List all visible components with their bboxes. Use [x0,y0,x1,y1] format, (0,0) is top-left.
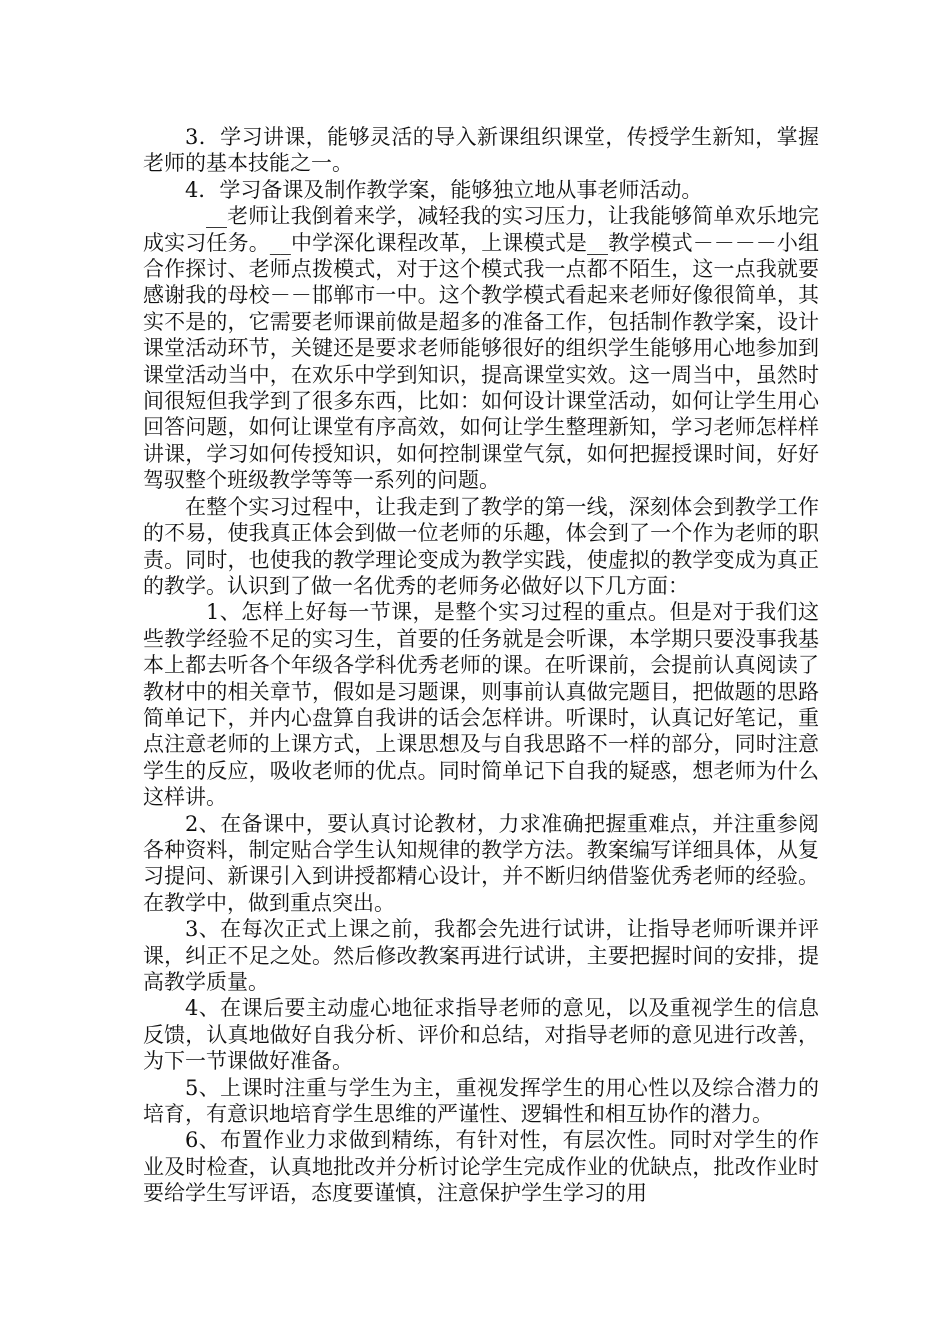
paragraph-internship-reflection: 在整个实习过程中，让我走到了教学的第一线，深刻体会到教学工作的不易，使我真正体会到做一位老师的乐趣，体会到了一个作为老师的职责。同时，也使我的教学理论变成为教学实践，使虚拟的教学变成为真正的教学。认识到了做一名优秀的老师务必做好以下几方面： [143,494,819,598]
paragraph-item-4: 4．学习备课及制作教学案，能够独立地从事老师活动。 [185,177,703,202]
paragraph-point-2: 2、在备课中，要认真讨论教材，力求准确把握重难点，并注重参阅各种资料，制定贴合学生认知规律的教学方法。教案编写详细具体，从复习提问、新课引入到讲授都精心设计，并不断归纳借鉴优秀老师的经验。在教学中，做到重点突出。 [143,811,819,915]
document-body [143,124,819,1207]
paragraph-point-4: 4、在课后要主动虚心地征求指导老师的意见，以及重视学生的信息反馈，认真地做好自我分析、评价和总结，对指导老师的意见进行改善，为下一节课做好准备。 [143,996,819,1074]
paragraph-point-1: 1、怎样上好每一节课，是整个实习过程的重点。但是对于我们这些教学经验不足的实习生，首要的任务就是会听课，本学期只要没事我基本上都去听各个年级各学科优秀老师的课。在听课前，会提前认真阅读了教材中的相关章节，假如是习题课，则事前认真做完题目，把做题的思路简单记下，并内心盘算自我讲的话会怎样讲。听课时，认真记好笔记，重点注意老师的上课方式，上课思想及与自我思路不一样的部分，同时注意学生的反应，吸收老师的优点。同时简单记下自我的疑惑，想老师为什么这样讲。 [143,600,819,810]
paragraph-teacher-guidance: __老师让我倒着来学，减轻我的实习压力，让我能够简单欢乐地完成实习任务。__中学深化课程改革，上课模式是__教学模式－－－－小组合作探讨、老师点拨模式，对于这个模式我一点都不陌生，这一点我就要感谢我的母校－－邯郸市一中。这个教学模式看起来老师好像很简单，其实不是的，它需要老师课前做是超多的准备工作，包括制作教学案，设计课堂活动环节，关键还是要求老师能够很好的组织学生能够用心地参加到课堂活动当中，在欢乐中学到知识，提高课堂实效。这一周当中，虽然时间很短但我学到了很多东西，比如：如何设计课堂活动，如何让学生用心回答问题，如何让课堂有序高效，如何让学生整理新知，学习老师怎样样讲课，学习如何传授知识，如何控制课堂气氛，如何把握授课时间，好好驾驭整个班级教学等等一系列的问题。 [143,204,819,493]
paragraph-point-6: 6、布置作业力求做到精练，有针对性，有层次性。同时对学生的作业及时检查，认真地批改并分析讨论学生完成作业的优缺点，批改作业时要给学生写评语，态度要谨慎，注意保护学生学习的用 [143,1128,819,1206]
paragraph-item-3: 3．学习讲课，能够灵活的导入新课组织课堂，传授学生新知，掌握老师的基本技能之一。 [143,125,819,176]
paragraph-point-5: 5、上课时注重与学生为主，重视发挥学生的用心性以及综合潜力的培育，有意识地培育学生思维的严谨性、逻辑性和相互协作的潜力。 [143,1075,819,1127]
paragraph-point-3: 3、在每次正式上课之前，我都会先进行试讲，让指导老师听课并评课，纠正不足之处。然后修改教案再进行试讲，主要把握时间的安排，提高教学质量。 [143,917,819,994]
